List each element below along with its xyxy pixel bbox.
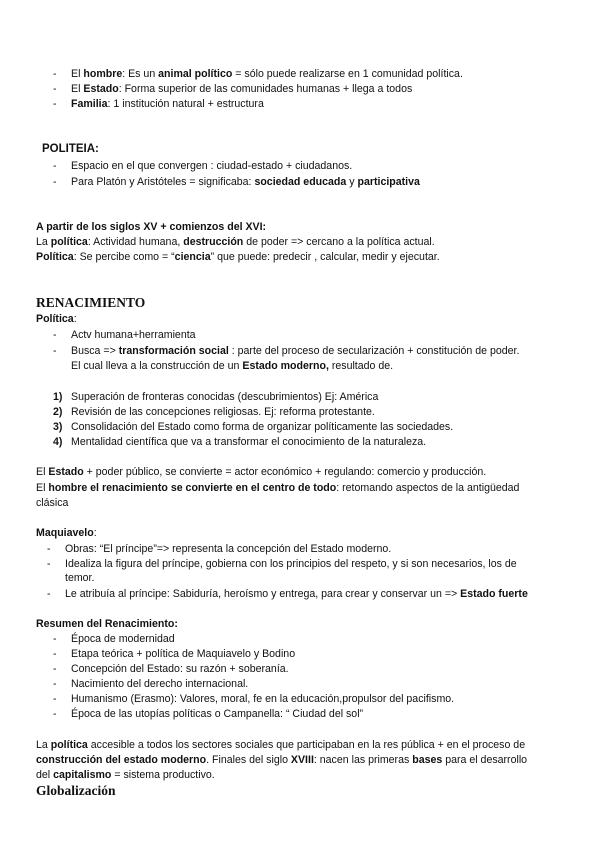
bold-text: participativa — [357, 176, 420, 188]
renacimiento-bullet-1: Actv humana+herramienta — [71, 329, 196, 341]
bold-text: bases — [412, 754, 443, 766]
resumen-item: Época de las utopías políticas o Campanella: “ Ciudad del sol” — [71, 708, 364, 720]
bold-text: XVIII — [290, 754, 314, 766]
resumen-item: Humanismo (Erasmo): Valores, moral, fe en la educación,propulsor del pacifismo. — [71, 693, 455, 705]
siglos-line-2 — [36, 251, 440, 264]
maquiavelo-item-2-cont: temor. — [65, 572, 95, 584]
bullet: - — [47, 543, 51, 555]
bold-text: ciencia — [174, 251, 211, 263]
bold-text: política — [50, 236, 88, 248]
bold-text: Familia — [71, 98, 108, 110]
bullet: - — [53, 329, 57, 341]
renacimiento-bullet-2-cont — [71, 360, 393, 373]
text: : nacen las primeras — [313, 754, 413, 766]
bold-text: construcción del estado moderno — [36, 754, 207, 766]
bullet: - — [53, 678, 57, 690]
bold-text: Estado — [48, 466, 84, 478]
text: : Actividad humana, — [87, 236, 184, 248]
bold-text: animal político — [158, 68, 233, 80]
list-number: 2) — [53, 406, 63, 418]
bullet: - — [53, 176, 57, 188]
text: + poder público, se convierte = actor económico + regulando: comercio y producción. — [83, 466, 487, 478]
globalizacion-heading: Globalización — [36, 783, 116, 798]
siglos-line-1 — [36, 236, 435, 249]
bullet: - — [53, 345, 57, 357]
bullet: - — [53, 98, 57, 110]
politeia-item-1: Espacio en el que convergen : ciudad-estado + ciudadanos. — [71, 160, 353, 172]
bold-text: Política — [36, 313, 74, 325]
text: del — [36, 769, 54, 781]
intro-line-3 — [71, 98, 264, 111]
bullet: - — [53, 648, 57, 660]
text: : parte del proceso de secularización + constitución de poder. — [228, 345, 520, 357]
intro-line-1 — [71, 68, 463, 81]
text: La — [36, 236, 51, 248]
text: : — [73, 313, 77, 325]
text: El cual lleva a la construcción de un — [71, 360, 243, 372]
text: : Forma superior de las comunidades humanas + llega a todos — [118, 83, 413, 95]
bullet: - — [53, 83, 57, 95]
renacimiento-subheading — [36, 313, 77, 326]
text: ” que puede: predecir , calcular, medir y ejecutar. — [210, 251, 440, 263]
resumen-item: Etapa teórica + política de Maquiavelo y Bodino — [71, 648, 296, 660]
bold-text: Política — [36, 251, 74, 263]
bold-text: sociedad educada — [254, 176, 347, 188]
list-number: 4) — [53, 436, 63, 448]
text: Le atribuía al príncipe: Sabiduría, heroísmo y entrega, para crear y conservar un => — [65, 588, 461, 600]
list-number: 3) — [53, 421, 63, 433]
hombre-paragraph-cont: clásica — [36, 497, 69, 509]
text: : Es un — [122, 68, 159, 80]
bold-text: hombre — [83, 68, 123, 80]
bold-text: Maquiavelo — [36, 527, 94, 539]
bullet: - — [53, 160, 57, 172]
intro-line-2 — [71, 83, 412, 96]
bold-text: Estado moderno, — [242, 360, 329, 372]
text: = sólo puede realizarse en 1 comunidad política. — [232, 68, 463, 80]
bullet: - — [53, 68, 57, 80]
bold-text: Estado fuerte — [460, 588, 528, 600]
resumen-item: Nacimiento del derecho internacional. — [71, 678, 249, 690]
renacimiento-bullet-2 — [71, 345, 519, 358]
resumen-item: Concepción del Estado: su razón + soberanía. — [71, 663, 289, 675]
text: El — [36, 466, 49, 478]
numbered-item: Consolidación del Estado como forma de organizar políticamente las sociedades. — [71, 421, 454, 433]
maquiavelo-heading — [36, 527, 97, 540]
maquiavelo-item-2: Idealiza la figura del príncipe, gobierna con los principios del respeto, y si son necesarios, los de — [65, 558, 517, 570]
final-line-3 — [36, 769, 215, 782]
hombre-paragraph — [36, 482, 519, 495]
maquiavelo-item-1: Obras: “El príncipe”=> representa la concepción del Estado moderno. — [65, 543, 392, 555]
text: : retomando aspectos de la antigüedad — [336, 482, 520, 494]
numbered-item: Revisión de las concepciones religiosas. Ej: reforma protestante. — [71, 406, 375, 418]
bold-text: Estado — [83, 83, 119, 95]
bullet: - — [47, 558, 51, 570]
politeia-heading: POLITEIA: — [42, 143, 99, 155]
text: para el desarrollo — [442, 754, 528, 766]
bold-text: destrucción — [183, 236, 244, 248]
text: Para Platón y Aristóteles = significaba: — [71, 176, 255, 188]
text: : 1 institución natural + estructura — [107, 98, 264, 110]
numbered-item: Mentalidad científica que va a transformar el conocimiento de la naturaleza. — [71, 436, 427, 448]
text: La — [36, 739, 51, 751]
politeia-item-2 — [71, 176, 420, 189]
resumen-heading: Resumen del Renacimiento: — [36, 618, 178, 630]
final-line-1 — [36, 739, 525, 752]
bullet: - — [53, 663, 57, 675]
bold-text: capitalismo — [53, 769, 112, 781]
text: : — [93, 527, 97, 539]
text: El — [36, 482, 49, 494]
text: . Finales del siglo — [206, 754, 291, 766]
estado-paragraph — [36, 466, 486, 479]
bold-text: hombre el renacimiento se convierte en el centro de todo — [48, 482, 337, 494]
final-line-2 — [36, 754, 527, 767]
resumen-item: Época de modernidad — [71, 633, 175, 645]
bullet: - — [53, 633, 57, 645]
bullet: - — [47, 588, 51, 600]
text: = sistema productivo. — [111, 769, 215, 781]
bold-text: transformación social — [118, 345, 229, 357]
text: accesible a todos los sectores sociales que participaban en la res pública + en el proceso de — [87, 739, 526, 751]
text: y — [346, 176, 358, 188]
text: El — [71, 83, 84, 95]
text: El — [71, 68, 84, 80]
text: resultado de. — [328, 360, 394, 372]
text: Busca => — [71, 345, 119, 357]
list-number: 1) — [53, 391, 63, 403]
renacimiento-heading: RENACIMIENTO — [36, 295, 146, 310]
text: : Se percibe como = “ — [73, 251, 175, 263]
maquiavelo-item-3 — [65, 588, 528, 601]
siglos-heading: A partir de los siglos XV + comienzos del XVI: — [36, 221, 267, 233]
numbered-item: Superación de fronteras conocidas (descubrimientos) Ej: América — [71, 391, 379, 403]
text: de poder => cercano a la política actual. — [243, 236, 435, 248]
bold-text: política — [50, 739, 88, 751]
bullet: - — [53, 693, 57, 705]
bullet: - — [53, 708, 57, 720]
